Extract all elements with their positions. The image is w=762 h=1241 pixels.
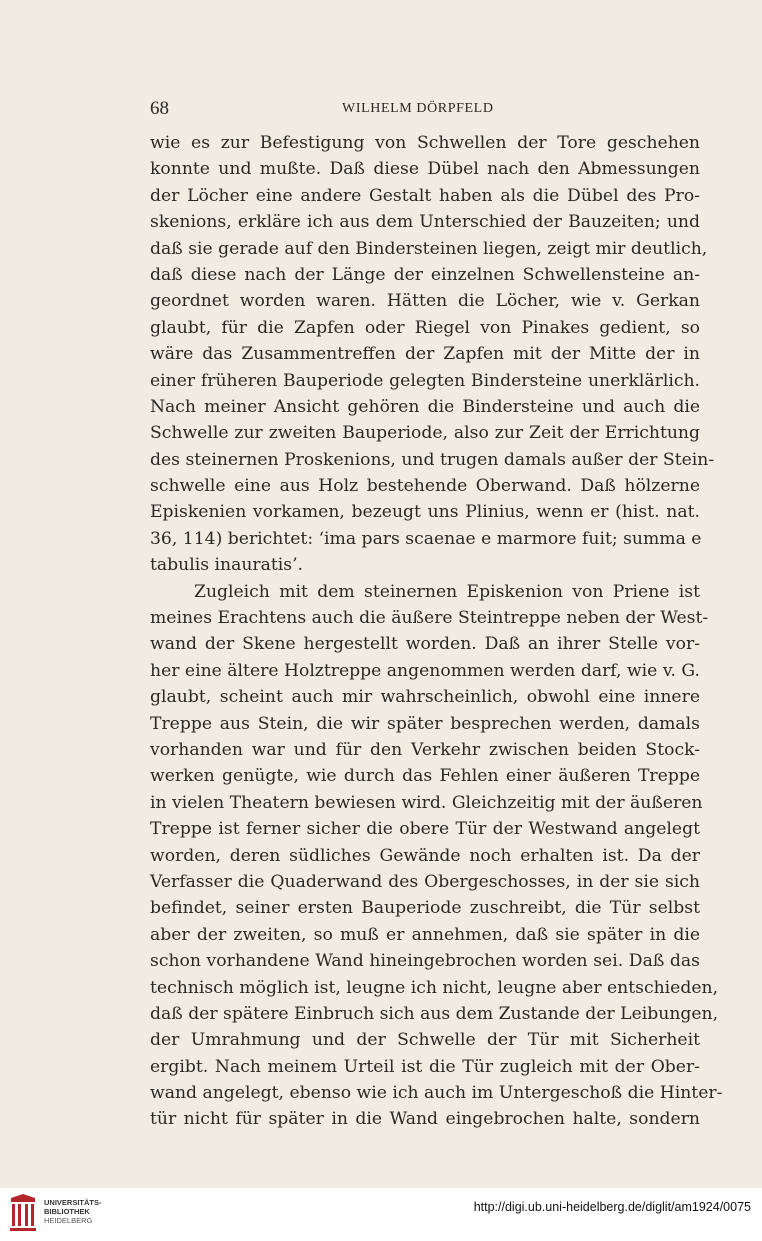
text-line: des steinernen Proskenions, und trugen damals außer der Stein-: [150, 449, 715, 470]
text-line: werken genügte, wie durch das Fehlen einer äußeren Treppe: [150, 766, 700, 787]
text-line: daß diese nach der Länge der einzelnen Schwellensteine an-: [150, 264, 700, 285]
permalink-url[interactable]: http://digi.ub.uni-heidelberg.de/diglit/am1924/0075: [473, 1200, 751, 1214]
paragraph-start-line: Zugleich mit dem steinernen Episkenion von Priene ist: [194, 581, 700, 602]
text-line: daß sie gerade auf den Bindersteinen liegen, zeigt mir deutlich,: [150, 238, 708, 259]
text-line: skenions, erkläre ich aus dem Unterschied der Bauzeiten; und: [150, 212, 700, 233]
text-line: wand der Skene hergestellt worden. Daß an ihrer Stelle vor-: [150, 634, 700, 655]
text-line: her eine ältere Holztreppe angenommen werden darf, wie v. G.: [150, 660, 700, 681]
text-line: geordnet worden waren. Hätten die Löcher, wie v. Gerkan: [150, 291, 700, 312]
text-line: glaubt, für die Zapfen oder Riegel von Pinakes gedient, so: [150, 317, 700, 338]
text-line: ergibt. Nach meinem Urteil ist die Tür zugleich mit der Ober-: [150, 1056, 700, 1077]
text-line: 36, 114) berichtet: ‘ima pars scaenae e marmore fuit; summa e: [150, 528, 702, 549]
text-line: Schwelle zur zweiten Bauperiode, also zur Zeit der Errichtung: [150, 423, 700, 444]
text-line: Verfasser die Quaderwand des Obergeschosses, in der sie sich: [150, 871, 700, 892]
text-line: Episkenien vorkamen, bezeugt uns Plinius, wenn er (hist. nat.: [150, 502, 700, 523]
text-line: worden, deren südliches Gewände noch erhalten ist. Da der: [150, 845, 700, 866]
text-line: Treppe ist ferner sicher die obere Tür der Westwand angelegt: [150, 819, 700, 840]
text-line: der Löcher eine andere Gestalt haben als die Dübel des Pro-: [150, 185, 700, 206]
text-line: Nach meiner Ansicht gehören die Bindersteine und auch die: [150, 396, 700, 417]
text-line: aber der zweiten, so muß er annehmen, daß sie später in die: [150, 924, 700, 945]
page-header: [150, 98, 710, 124]
viewer-footer: [0, 1188, 762, 1241]
text-line: tür nicht für später in die Wand eingebrochen halte, sondern: [150, 1109, 700, 1130]
text-line: Treppe aus Stein, die wir später besprechen werden, damals: [150, 713, 700, 734]
text-line: wand angelegt, ebenso wie ich auch im Untergeschoß die Hinter-: [150, 1083, 723, 1104]
text-line: meines Erachtens auch die äußere Steintreppe neben der West-: [150, 608, 709, 629]
text-line: konnte und mußte. Daß diese Dübel nach den Abmessungen: [150, 159, 700, 180]
text-line: wäre das Zusammentreffen der Zapfen mit der Mitte der in: [150, 344, 700, 365]
page-number: 68: [150, 98, 169, 119]
text-line: schwelle eine aus Holz bestehende Oberwand. Daß hölzerne: [150, 476, 700, 497]
paragraph-end-line: tabulis inauratis’.: [150, 555, 304, 576]
text-line: vorhanden war und für den Verkehr zwischen beiden Stock-: [150, 739, 700, 760]
text-line: der Umrahmung und der Schwelle der Tür mit Sicherheit: [150, 1030, 700, 1051]
text-line: in vielen Theatern bewiesen wird. Gleichzeitig mit der äußeren: [150, 792, 703, 813]
text-line: technisch möglich ist, leugne ich nicht, leugne aber entschieden,: [150, 977, 719, 998]
text-line: befindet, seiner ersten Bauperiode zuschreibt, die Tür selbst: [150, 898, 700, 919]
library-name-line-2: BIBLIOTHEK: [44, 1207, 90, 1216]
text-line: glaubt, scheint auch mir wahrscheinlich, obwohl eine innere: [150, 687, 700, 708]
library-name-line-3: HEIDELBERG: [44, 1216, 93, 1225]
text-line: einer früheren Bauperiode gelegten Bindersteine unerklärlich.: [150, 370, 700, 391]
running-head: WILHELM DÖRPFELD: [342, 101, 494, 116]
body-text: [150, 130, 723, 1133]
text-line: daß der spätere Einbruch sich aus dem Zustande der Leibungen,: [150, 1003, 719, 1024]
library-name-line-1: UNIVERSITÄTS-: [44, 1198, 102, 1207]
university-library-logo-icon[interactable]: [8, 1193, 38, 1233]
text-line: schon vorhandene Wand hineingebrochen worden sei. Daß das: [150, 951, 700, 972]
library-name: [44, 1198, 102, 1225]
text-line: wie es zur Befestigung von Schwellen der Tore geschehen: [150, 133, 700, 153]
